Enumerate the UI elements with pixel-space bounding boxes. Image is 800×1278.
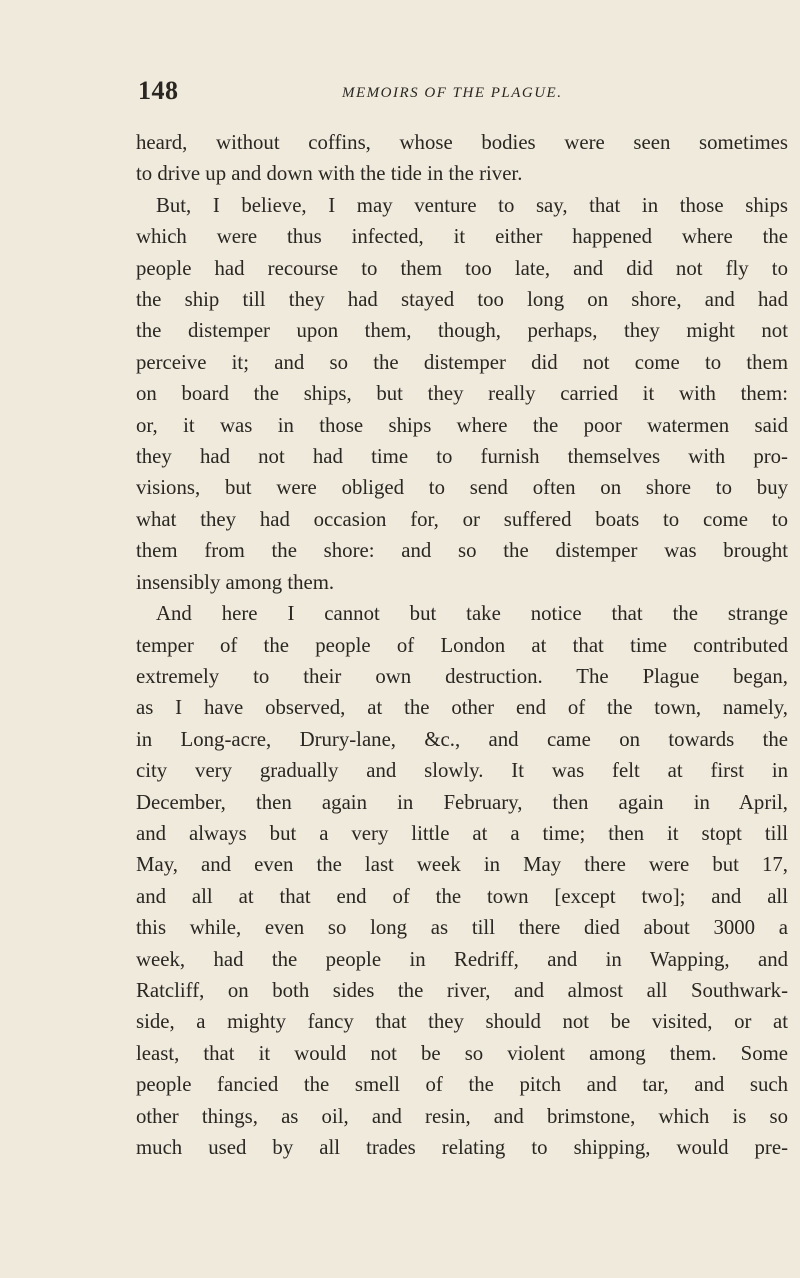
page-number: 148 bbox=[138, 76, 179, 105]
text-line: other things, as oil, and resin, and brimstone, which is so bbox=[136, 1104, 788, 1128]
text-line: side, a mighty fancy that they should not be visited, or at bbox=[136, 1010, 788, 1034]
text-line: and always but a very little at a time; then it stopt till bbox=[136, 821, 788, 845]
text-line: heard, without coffins, whose bodies were seen sometimes bbox=[136, 131, 788, 154]
text-line: they had not had time to furnish themselves with pro- bbox=[136, 445, 788, 469]
body-text bbox=[136, 127, 788, 1163]
text-line: May, and even the last week in May there were but 17, bbox=[136, 853, 788, 877]
text-line: December, then again in February, then again in April, bbox=[136, 790, 788, 814]
running-head: MEMOIRS OF THE PLAGUE. bbox=[342, 85, 563, 101]
text-line: perceive it; and so the distemper did not come to them bbox=[136, 350, 788, 374]
text-line: which were thus infected, it either happened where the bbox=[136, 225, 788, 249]
text-line: people had recourse to them too late, and did not fly to bbox=[136, 256, 788, 280]
text-line: And here I cannot but take notice that the strange bbox=[156, 602, 788, 626]
text-line: them from the shore: and so the distemper was brought bbox=[136, 539, 788, 563]
text-line: least, that it would not be so violent among them. Some bbox=[136, 1041, 788, 1065]
text-line: on board the ships, but they really carried it with them: bbox=[136, 382, 788, 406]
text-line: city very gradually and slowly. It was felt at first in bbox=[136, 759, 788, 783]
text-line: the distemper upon them, though, perhaps, they might not bbox=[136, 319, 788, 343]
text-line: extremely to their own destruction. The Plague began, bbox=[136, 664, 788, 688]
text-line: the ship till they had stayed too long on shore, and had bbox=[136, 288, 788, 312]
text-line: this while, even so long as till there died about 3000 a bbox=[136, 916, 788, 940]
text-line: insensibly among them. bbox=[136, 570, 335, 594]
text-line: temper of the people of London at that time contributed bbox=[136, 633, 788, 657]
text-line: visions, but were obliged to send often on shore to buy bbox=[136, 476, 788, 500]
text-line: as I have observed, at the other end of the town, namely, bbox=[136, 696, 788, 720]
text-line: week, had the people in Redriff, and in Wapping, and bbox=[136, 947, 788, 971]
text-line: and all at that end of the town [except two]; and all bbox=[136, 884, 788, 908]
text-line: or, it was in those ships where the poor watermen said bbox=[136, 413, 788, 437]
text-line: But, I believe, I may venture to say, that in those ships bbox=[156, 193, 788, 217]
text-line: in Long-acre, Drury-lane, &c., and came on towards the bbox=[136, 727, 788, 751]
text-line: to drive up and down with the tide in the river. bbox=[136, 162, 523, 186]
text-line: much used by all trades relating to shipping, would pre- bbox=[136, 1136, 788, 1159]
page-header bbox=[128, 76, 788, 116]
text-line: what they had occasion for, or suffered boats to come to bbox=[136, 507, 788, 531]
text-line: people fancied the smell of the pitch and tar, and such bbox=[136, 1073, 788, 1097]
text-line: Ratcliff, on both sides the river, and almost all Southwark- bbox=[136, 978, 788, 1002]
